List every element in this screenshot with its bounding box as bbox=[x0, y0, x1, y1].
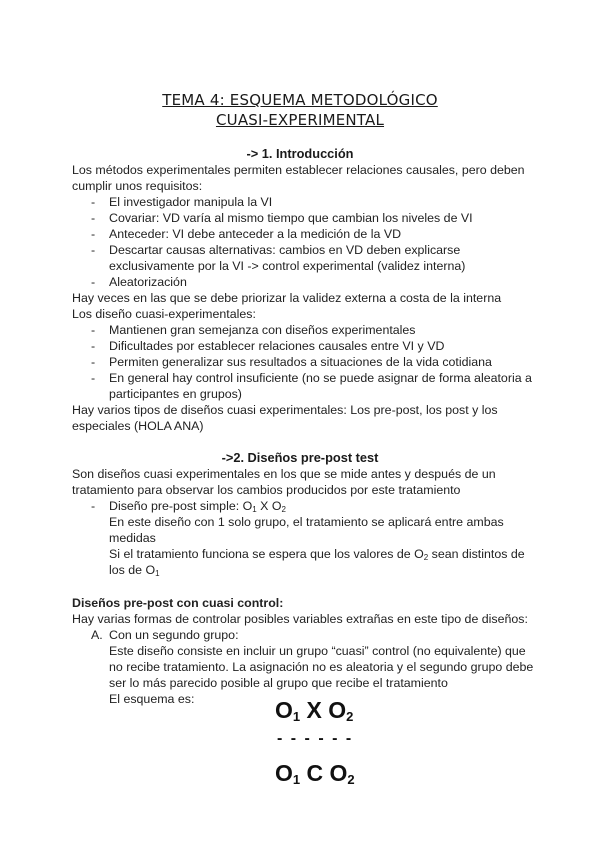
requirement-item: Descartar causas alternativas: cambios en VD deben explicarse bbox=[109, 243, 461, 257]
quasi-item: En general hay control insuficiente (no se puede asignar de forma aleatoria a bbox=[109, 371, 532, 385]
quasi-item: Permiten generalizar sus resultados a situaciones de la vida cotidiana bbox=[109, 355, 492, 369]
bullet-dash: - bbox=[91, 323, 96, 337]
simple-design-text-4: los de $O_1$ bbox=[109, 563, 160, 578]
bullet-dash: - bbox=[91, 499, 96, 513]
scheme-row-treatment: O1 X O2 bbox=[275, 697, 354, 724]
bullet-dash: - bbox=[91, 355, 96, 369]
section-2-heading: ->2. Diseños pre-post test bbox=[221, 450, 379, 465]
requirement-item: El investigador manipula la VI bbox=[109, 195, 273, 209]
simple-design-text-2: medidas bbox=[109, 531, 156, 545]
title-line-1: TEMA 4: ESQUEMA METODOLÓGICO bbox=[162, 91, 438, 109]
bullet-dash: - bbox=[91, 275, 96, 289]
simple-design-text-1: En este diseño con 1 solo grupo, el tratamiento se aplicará entre ambas bbox=[109, 515, 504, 529]
section-3-text: Hay varias formas de controlar posibles variables extrañas en este tipo de diseños: bbox=[72, 612, 528, 626]
simple-design-label: Diseño pre-post simple: $O_1$ X $O_2$ bbox=[109, 499, 286, 514]
requirement-item: Aleatorización bbox=[109, 275, 187, 289]
paragraph-validity: Hay veces en las que se debe priorizar la validez externa a costa de la interna bbox=[72, 291, 502, 305]
bullet-dash: - bbox=[91, 243, 96, 257]
option-a-text-1: Este diseño consiste en incluir un grupo “cuasi” control (no equivalente) que bbox=[109, 644, 526, 658]
paragraph-types-2: especiales (HOLA ANA) bbox=[72, 419, 204, 433]
title-line-2: CUASI-EXPERIMENTAL bbox=[215, 111, 385, 129]
option-a-text-2: no recibe tratamiento. La asignación no es aleatoria y el segundo grupo debe bbox=[109, 660, 534, 674]
requirement-item: Anteceder: VI debe anteceder a la medición de la VD bbox=[109, 227, 402, 241]
bullet-dash: - bbox=[91, 211, 96, 225]
quasi-item: Dificultades por establecer relaciones causales entre VI y VD bbox=[109, 339, 445, 353]
intro-text-1: Los métodos experimentales permiten establecer relaciones causales, pero deben bbox=[72, 163, 525, 177]
scheme-row-control: O1 C O2 bbox=[275, 760, 355, 787]
section-2-text-1: Son diseños cuasi experimentales en los que se mide antes y después de un bbox=[72, 467, 496, 481]
bullet-dash: - bbox=[91, 227, 96, 241]
bullet-dash: - bbox=[91, 339, 96, 353]
quasi-item: Mantienen gran semejanza con diseños experimentales bbox=[109, 323, 416, 337]
section-3-heading: Diseños pre-post con cuasi control: bbox=[72, 596, 284, 610]
section-2-text-2: tratamiento para observar los cambios producidos por este tratamiento bbox=[72, 483, 461, 497]
intro-text-2: cumplir unos requisitos: bbox=[72, 179, 203, 193]
requirement-item: Covariar: VD varía al mismo tiempo que cambian los niveles de VI bbox=[109, 211, 473, 225]
paragraph-types-1: Hay varios tipos de diseños cuasi experimentales: Los pre-post, los post y los bbox=[72, 403, 498, 417]
quasi-item-continued: participantes en grupos) bbox=[109, 387, 242, 401]
list-marker-a: A. bbox=[91, 628, 103, 642]
option-a-text-3: ser lo más parecido posible al grupo que recibe el tratamiento bbox=[109, 676, 448, 690]
option-a-title: Con un segundo grupo: bbox=[109, 628, 239, 642]
option-a-text-4: El esquema es: bbox=[109, 692, 195, 706]
bullet-dash: - bbox=[91, 371, 96, 385]
scheme-separator: - - - - - - bbox=[277, 730, 354, 747]
bullet-dash: - bbox=[91, 195, 96, 209]
requirement-item-continued: exclusivamente por la VI -> control experimental (validez interna) bbox=[109, 259, 466, 273]
paragraph-quasi-intro: Los diseño cuasi-experimentales: bbox=[72, 307, 256, 321]
section-1-heading: -> 1. Introducción bbox=[246, 146, 354, 161]
simple-design-text-3: Si el tratamiento funciona se espera que los valores de $O_2$ sean distintos de bbox=[109, 547, 525, 562]
